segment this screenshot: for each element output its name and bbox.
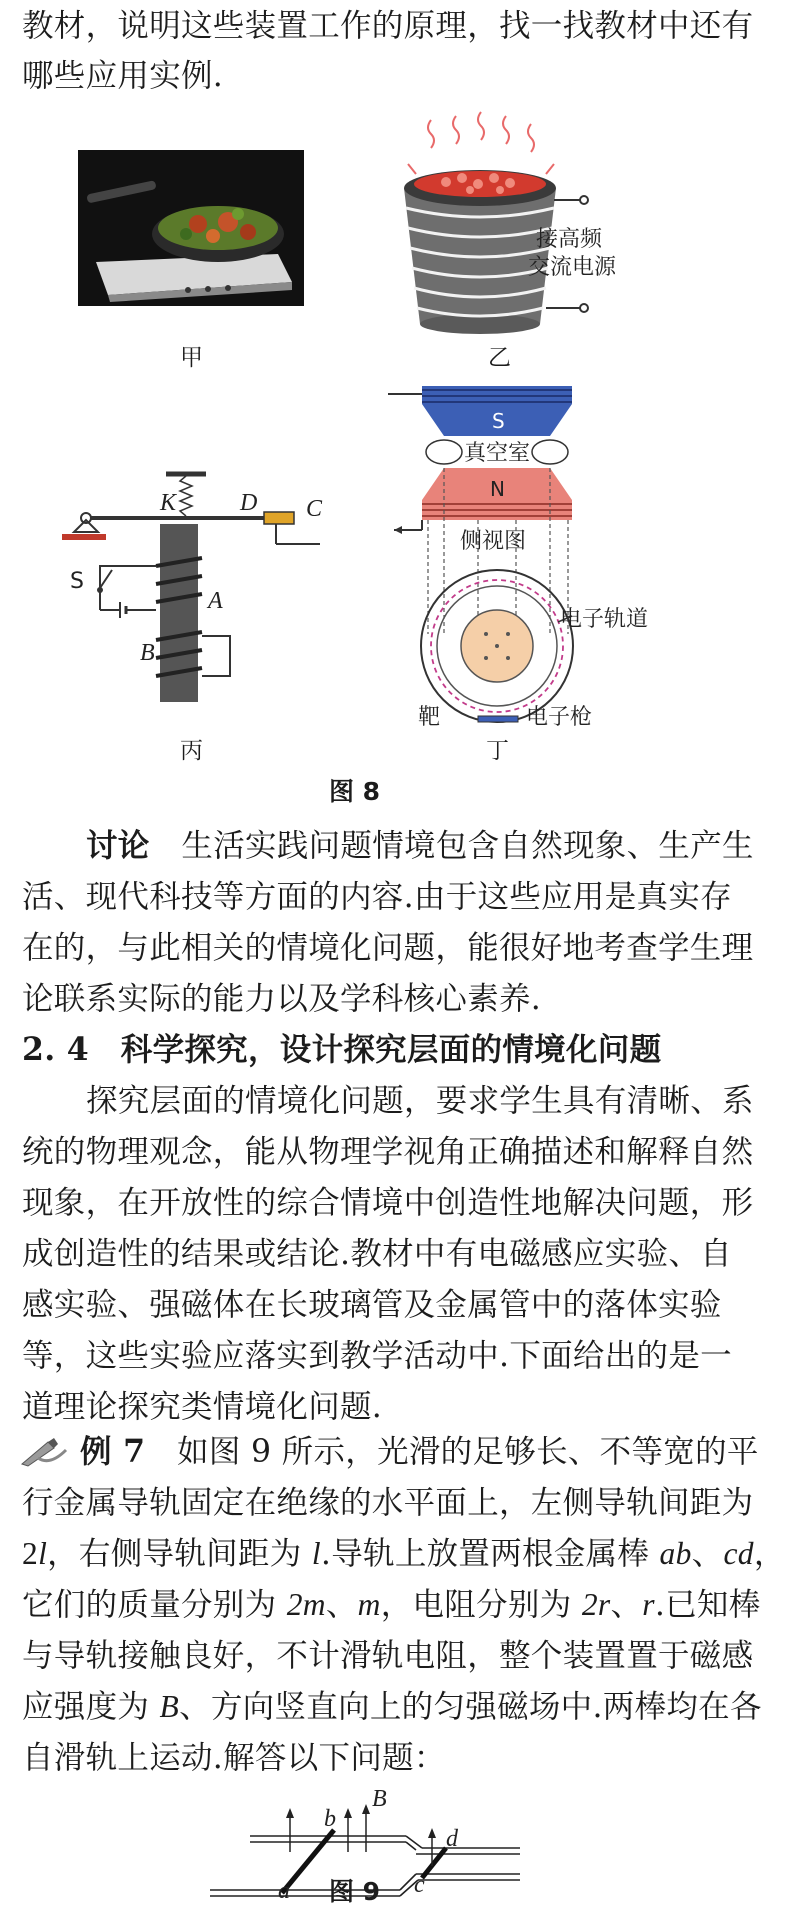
explore-line: 道理论探究类情境化问题. [22, 1389, 383, 1425]
example7-line: 应强度为 B、方向竖直向上的匀强磁场中.两棒均在各 [22, 1689, 762, 1725]
panel-label-bing: 丙 [180, 738, 203, 764]
rod-label-c: c [414, 1872, 425, 1898]
field-label-B: B [372, 1786, 387, 1812]
hf-heating-coil [376, 118, 676, 338]
explore-line: 成创造性的结果或结论.教材中有电磁感应实验、自 [22, 1236, 732, 1272]
vacuum-chamber-label: 真空室 [464, 441, 531, 466]
panel-label-yi: 乙 [488, 345, 511, 371]
hf-source-label-1: 接高频 [536, 227, 603, 252]
hf-source-label-2: 交流电源 [528, 255, 617, 280]
section-heading [22, 1030, 661, 1070]
discussion-line-1: 讨论 生活实践问题情境包含自然现象、生产生 [86, 827, 754, 864]
example7-line: 与导轨接触良好，不计滑轨电阻，整个装置置于磁感 [22, 1638, 754, 1674]
explore-line: 探究层面的情境化问题，要求学生具有清晰、系 [86, 1083, 754, 1119]
magnet-S-label: S [492, 409, 505, 433]
electron-orbit-label: 电子轨道 [560, 607, 649, 632]
rod-label-d: d [446, 1826, 458, 1852]
label-A: A [208, 588, 223, 614]
discussion-line: 论联系实际的能力以及学科核心素养. [22, 981, 542, 1017]
target-label: 靶 [418, 705, 441, 730]
figure8-caption: 图 8 [328, 777, 381, 806]
example7-line: 自滑轨上运动.解答以下问题： [22, 1740, 446, 1776]
panel-label-jia: 甲 [180, 345, 203, 371]
label-C: C [306, 496, 323, 522]
electromagnet-relay [60, 460, 350, 710]
explore-line: 统的物理观念，能从物理学视角正确描述和解释自然 [22, 1134, 754, 1170]
discussion-label: 讨论 [86, 827, 150, 864]
rod-label-b: b [324, 1806, 336, 1832]
discussion-line: 在的，与此相关的情境化问题，能很好地考查学生理 [22, 930, 754, 966]
discussion-line: 活、现代科技等方面的内容.由于这些应用是真实存 [22, 879, 732, 915]
explore-line: 现象，在开放性的综合情境中创造性地解决问题，形 [22, 1185, 754, 1221]
section-number: 2. 4 [22, 1031, 89, 1068]
example7-line: 它们的质量分别为 2m、m，电阻分别为 2r、r.已知棒 [22, 1587, 761, 1623]
rod-label-a: a [278, 1878, 290, 1904]
text-line: 教材，说明这些装置工作的原理，找一找教材中还有 [22, 8, 754, 44]
example7-line-1: 例 7 如图 9 所示，光滑的足够长、不等宽的平 [80, 1433, 759, 1470]
panel-label-ding: 丁 [486, 738, 509, 764]
label-K: K [160, 490, 177, 516]
magnet-N-label: N [490, 477, 505, 501]
section-title: 科学探究，设计探究层面的情境化问题 [120, 1031, 662, 1068]
text-line: 哪些应用实例. [22, 58, 224, 94]
example7-line: 2l，右侧导轨间距为 l.导轨上放置两根金属棒 ab、cd， [22, 1536, 786, 1572]
example7-line: 行金属导轨固定在绝缘的水平面上，左侧导轨间距为 [22, 1485, 754, 1521]
explore-line: 感实验、强磁体在长玻璃管及金属管中的落体实验 [22, 1287, 722, 1323]
label-S-switch: S [70, 569, 84, 594]
side-view-label: 侧视图 [460, 529, 527, 554]
example-pen-icon [20, 1436, 70, 1468]
label-B: B [140, 640, 155, 666]
label-D: D [240, 490, 258, 516]
betatron-diagram [382, 384, 682, 730]
figure9-caption: 图 9 [328, 1877, 381, 1906]
induction-cooker-photo [78, 150, 304, 306]
electron-gun-label: 电子枪 [526, 705, 593, 730]
example7-label: 例 7 [80, 1433, 146, 1470]
explore-line: 等，这些实验应落实到教学活动中.下面给出的是一 [22, 1338, 732, 1374]
